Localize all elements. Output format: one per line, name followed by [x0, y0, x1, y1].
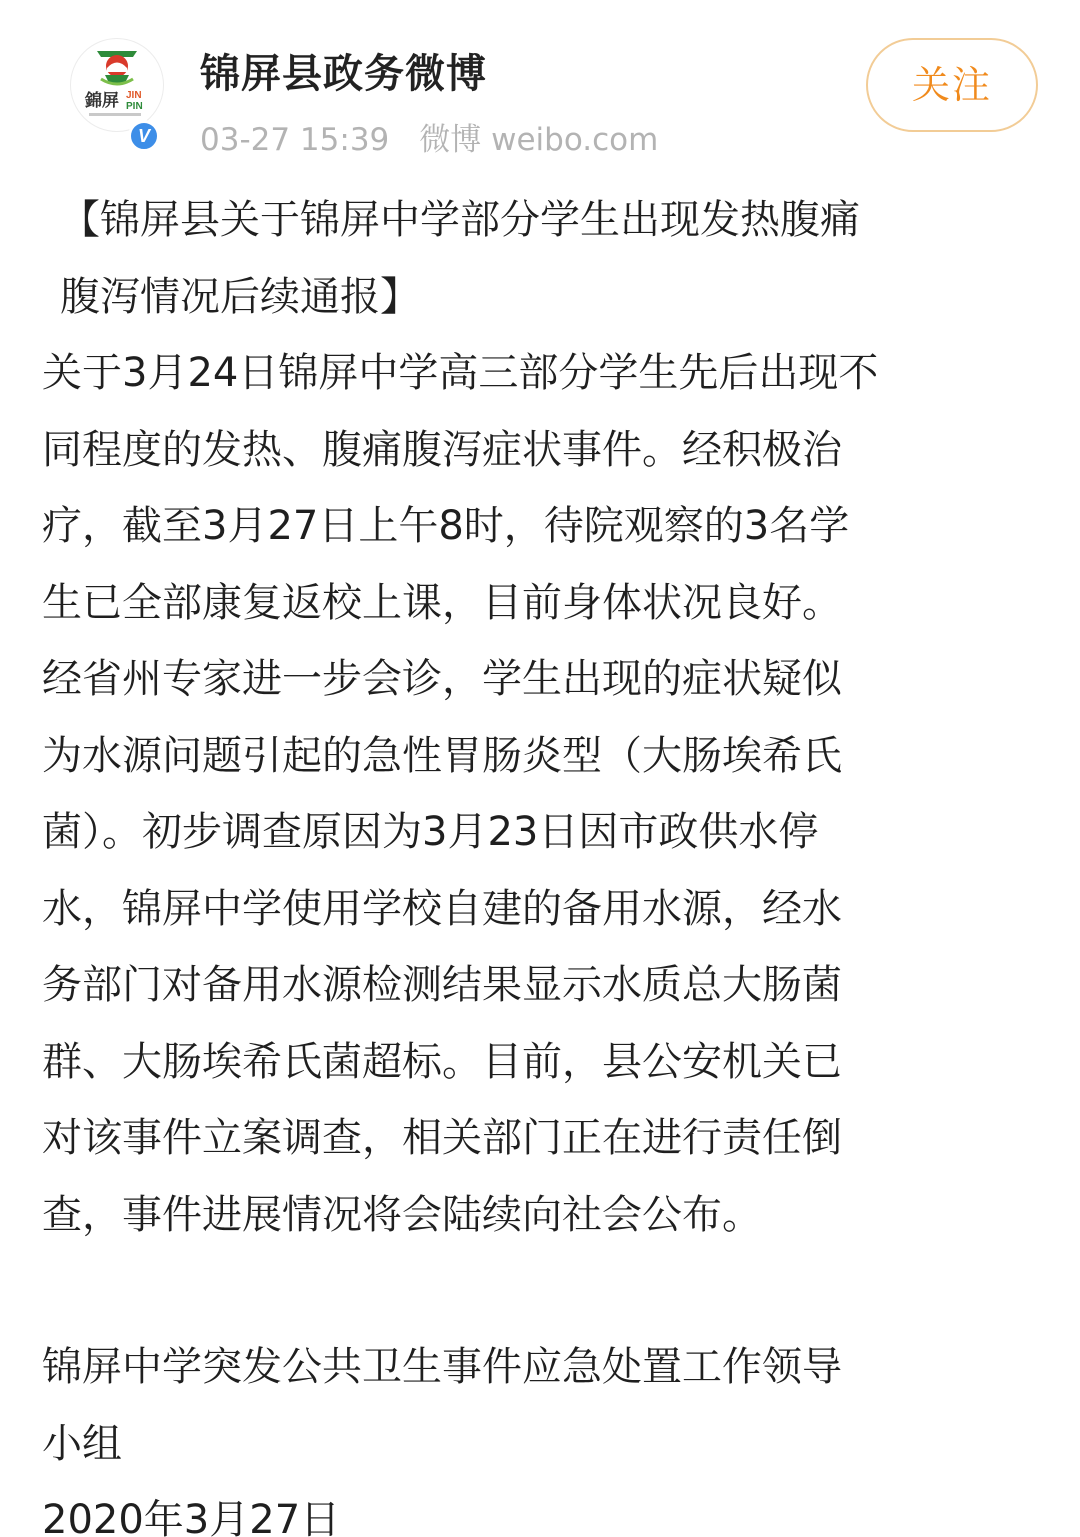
post-body: 关于3月24日锦屏中学高三部分学生先后出现不 同程度的发热、腹痛腹泻症状事件。经积极治 疗，截至3月27日上午8时，待院观察的3名学 生已全部康复返校上课，目前身体状况良好。 经省州专家进一步会诊，学生出现的症状疑似 为水源问题引起的急性胃肠炎型（大肠埃希氏 菌）。初步调查原因为3月23日因市政供水停 水，锦屏中学使用学校自建的备用水源，经水 务部门对备用水源检测结果显示水质总大肠菌 群、大肠埃希氏菌超标。目前，县公安机关已 对该事件立案调查，相关部门正在进行责任倒 查，事件进展情况将会陆续向社会公布。: [42, 350, 879, 1238]
svg-text:JIN: JIN: [126, 90, 142, 101]
post-timestamp: 03-27 15:39: [200, 122, 390, 158]
county-logo-icon: [71, 39, 163, 131]
post-meta: [200, 114, 658, 159]
post-title: 【锦屏县关于锦屏中学部分学生出现发热腹痛 腹泻情况后续通报】: [60, 197, 860, 320]
svg-text:錦屏: 錦屏: [85, 91, 119, 111]
post-date: 2020年3月27日: [42, 1497, 341, 1537]
follow-button[interactable]: 关注: [866, 38, 1038, 132]
post-source: 微博 weibo.com: [419, 122, 659, 158]
svg-text:PIN: PIN: [126, 101, 143, 112]
post-content: [42, 182, 1042, 1537]
avatar[interactable]: [70, 38, 164, 132]
verified-badge-icon: V: [128, 120, 160, 152]
post-header: [0, 0, 1080, 170]
paragraph-gap: [42, 1253, 1042, 1329]
post-signature: 锦屏中学突发公共卫生事件应急处置工作领导 小组: [42, 1344, 842, 1467]
account-name[interactable]: 锦屏县政务微博: [200, 51, 487, 97]
